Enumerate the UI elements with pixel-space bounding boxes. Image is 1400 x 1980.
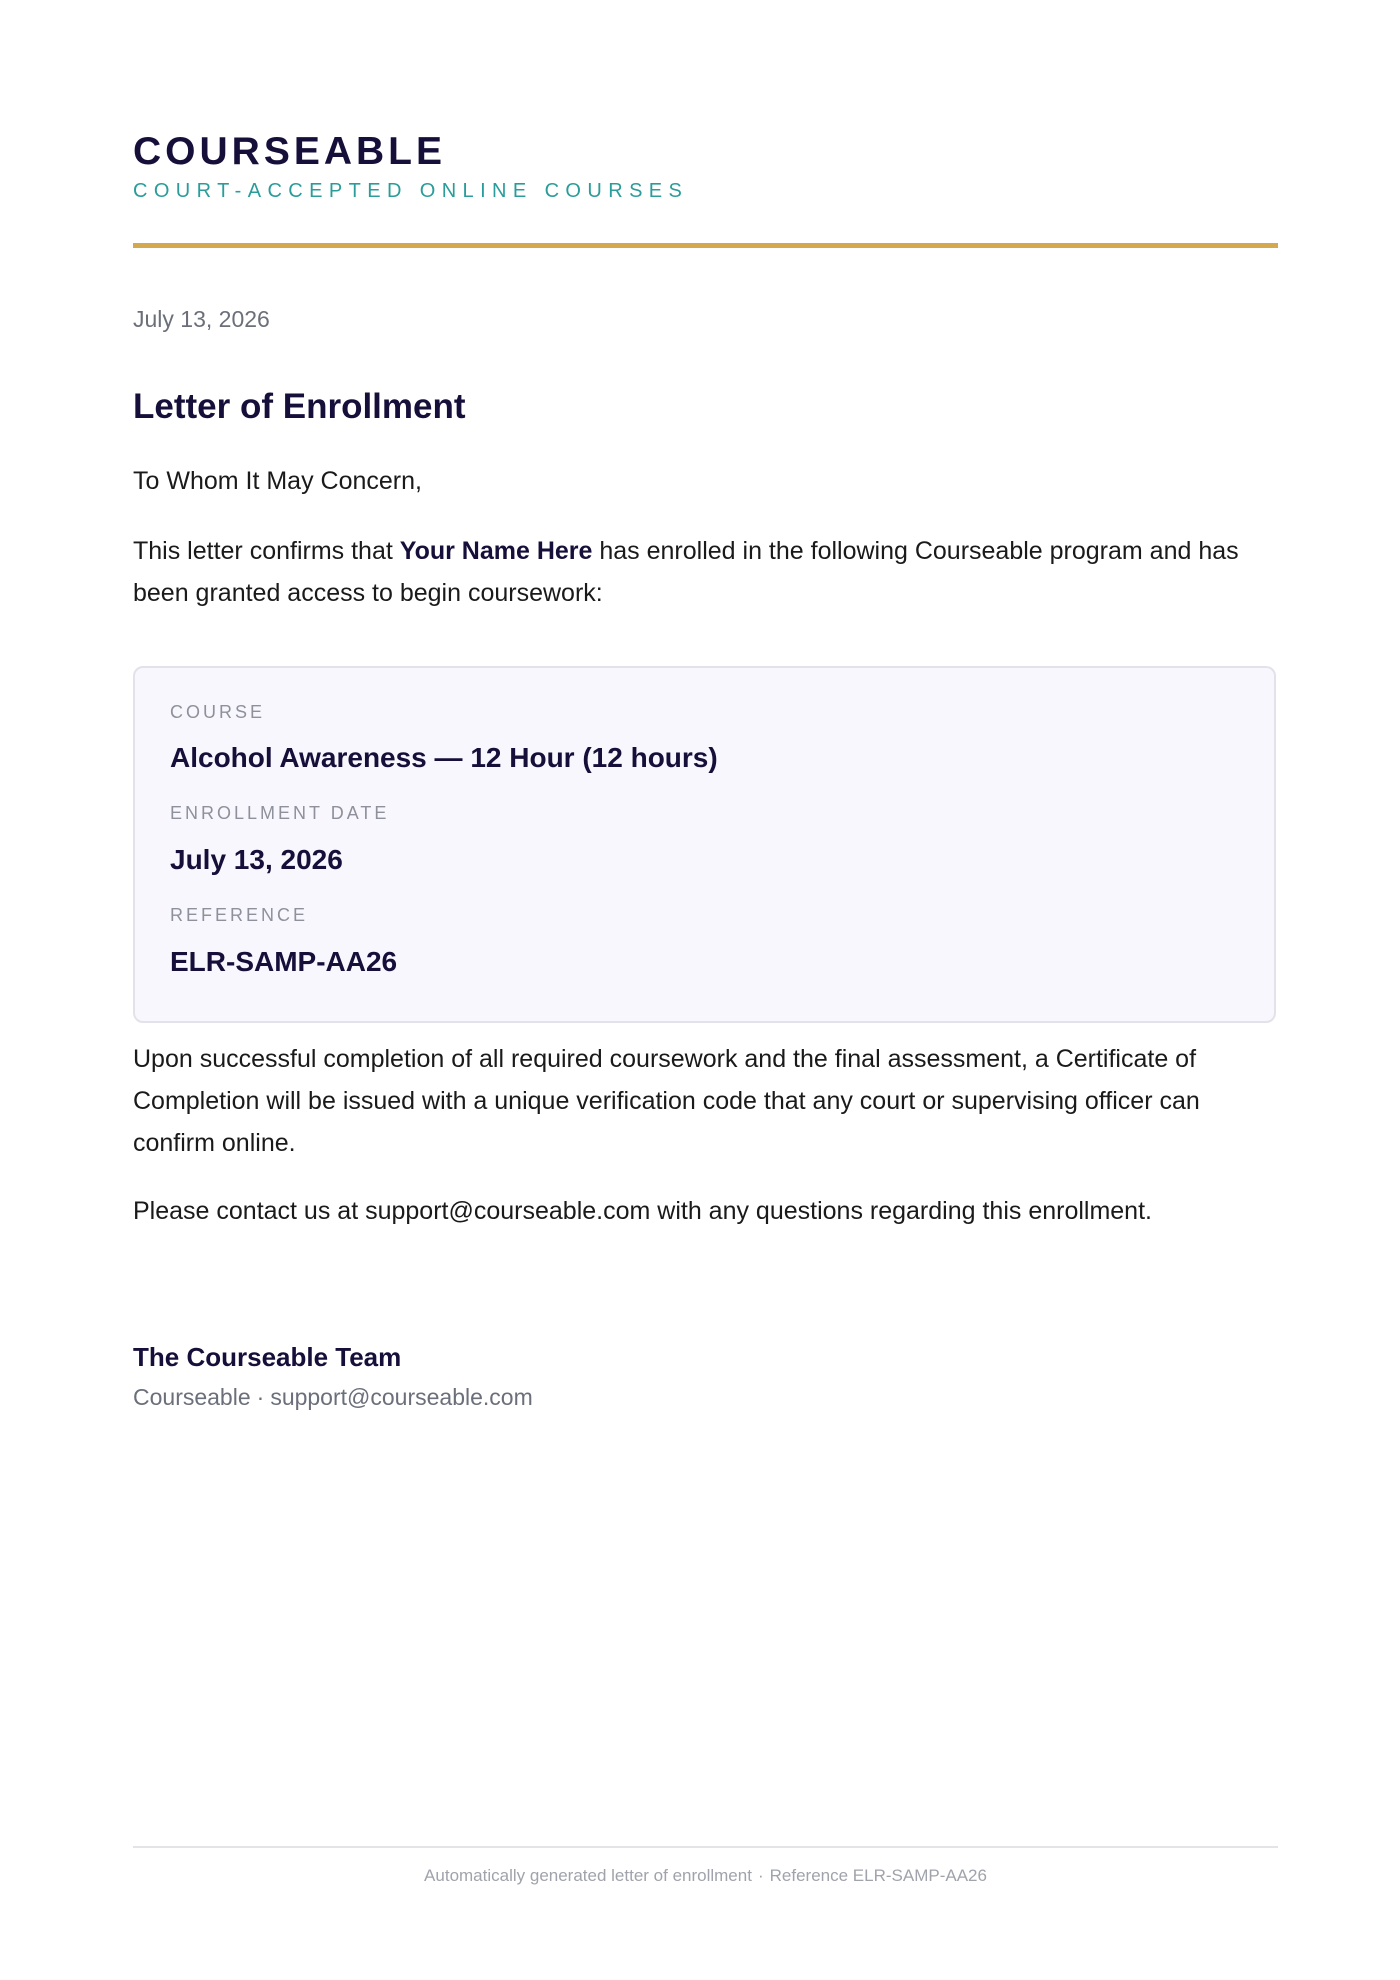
footer-note	[133, 1866, 1278, 1886]
letter-page	[133, 0, 1278, 1980]
reference-value: ELR-SAMP-AA26	[170, 946, 398, 977]
confirmation-prefix: This letter confirms that	[133, 537, 400, 565]
signature-email: support@courseable.com	[270, 1384, 533, 1410]
confirmation-suffix: has enrolled in the following Courseable program and has been granted access to begin coursework:	[133, 537, 1239, 607]
enrollment-date-label: ENROLLMENT DATE	[170, 803, 390, 823]
brand-tagline: COURT-ACCEPTED ONLINE COURSES	[133, 180, 689, 202]
footer-note-text: Automatically generated letter of enrollment	[424, 1866, 752, 1885]
brand-name: COURSEABLE	[133, 130, 447, 173]
header-divider	[133, 243, 1278, 248]
confirmation-paragraph	[133, 530, 1278, 614]
footer-divider	[133, 1846, 1278, 1848]
letter-date: July 13, 2026	[133, 306, 270, 332]
completion-paragraph: Upon successful completion of all required coursework and the final assessment, a Certificate of Completion will be issued with a unique verification code that any court or supervising officer can confirm online.	[133, 1045, 1200, 1157]
footer-separator: ·	[757, 1866, 764, 1885]
letter-title: Letter of Enrollment	[133, 387, 466, 426]
course-label: COURSE	[170, 702, 266, 722]
signature-contact	[133, 1384, 533, 1411]
signature-name: The Courseable Team	[133, 1342, 402, 1372]
signature-organization: Courseable	[133, 1384, 251, 1410]
signature-separator: ·	[256, 1384, 265, 1410]
enrollment-date-value: July 13, 2026	[170, 844, 343, 875]
footer-reference: Reference ELR-SAMP-AA26	[769, 1866, 987, 1885]
contact-paragraph: Please contact us at support@courseable.com with any questions regarding this enrollment.	[133, 1197, 1152, 1225]
salutation: To Whom It May Concern,	[133, 467, 422, 495]
enrollment-details-box	[133, 666, 1276, 1023]
student-name: Your Name Here	[399, 537, 593, 565]
course-value: Alcohol Awareness — 12 Hour (12 hours)	[170, 742, 718, 773]
reference-label: REFERENCE	[170, 905, 309, 925]
